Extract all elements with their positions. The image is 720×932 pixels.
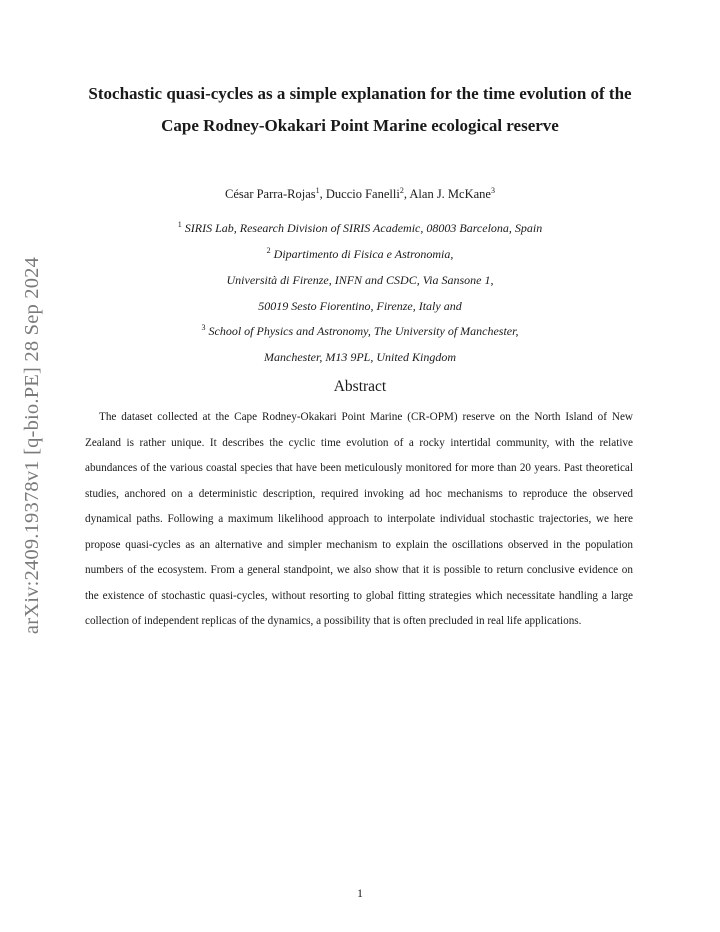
arxiv-identifier: arXiv:2409.19378v1 [q-bio.PE] 28 Sep 2024 [21, 256, 44, 634]
author-separator: , [403, 187, 410, 201]
author-name: César Parra-Rojas [225, 187, 316, 201]
author-affiliation-mark: 1 [315, 186, 320, 195]
abstract-text: The dataset collected at the Cape Rodney-Okakari Point Marine (CR-OPM) reserve on the North Island of New Zealand is rather unique. It describes the cyclic time evolution of a rocky intertidal community, with the relative abundances of the various coastal species that have been meticulously monitored for more than 20 years. Past theoretical studies, anchored on a deterministic description, required invoking ad hoc mechanisms to reproduce the observed dynamical paths. Following a maximum likelihood approach to interpolate individual stochastic trajectories, we here propose quasi-cycles as an alternative and simpler mechanism to explain the oscillations observed in the population numbers of the ecosystem. From a general standpoint, we also show that it is possible to return conclusive evidence on the existence of stochastic quasi-cycles, without resorting to global fitting strategies which necessitate handling a large collection of independent replicas of the dynamics, a possibility that is often precluded in real life applications. [85, 411, 633, 627]
affiliation-line [80, 322, 640, 340]
affiliation-mark: 1 [177, 220, 182, 229]
affiliation-line [80, 297, 640, 315]
affiliation-line [80, 348, 640, 366]
affiliation-line [80, 245, 640, 263]
affiliation-text: Manchester, M13 9PL, United Kingdom [264, 350, 456, 364]
paper-title: Stochastic quasi-cycles as a simple explanation for the time evolution of the Cape Rodney-Okakari Point Marine ecological reserve [88, 84, 632, 135]
author-name: Duccio Fanelli [325, 187, 400, 201]
author-affiliation-mark: 2 [399, 186, 404, 195]
affiliation-text: School of Physics and Astronomy, The University of Manchester, [208, 324, 519, 338]
affiliation-line [80, 219, 640, 237]
affiliation-text: SIRIS Lab, Research Division of SIRIS Academic, 08003 Barcelona, Spain [184, 221, 543, 235]
arxiv-stamp [12, 240, 54, 650]
author-name: Alan J. McKane [409, 187, 491, 201]
affiliation-line [80, 271, 640, 289]
author-affiliation-mark: 3 [490, 186, 495, 195]
affiliation-text: 50019 Sesto Fiorentino, Firenze, Italy and [258, 299, 462, 313]
affiliation-mark: 3 [201, 323, 206, 332]
author-list [80, 185, 640, 203]
affiliation-text: Dipartimento di Fisica e Astronomia, [273, 247, 454, 261]
affiliation-mark: 2 [266, 246, 271, 255]
page-number: 1 [357, 886, 363, 900]
author-separator: , [319, 187, 326, 201]
abstract-heading: Abstract [333, 378, 387, 395]
affiliation-text: Università di Firenze, INFN and CSDC, Via Sansone 1, [226, 273, 494, 287]
